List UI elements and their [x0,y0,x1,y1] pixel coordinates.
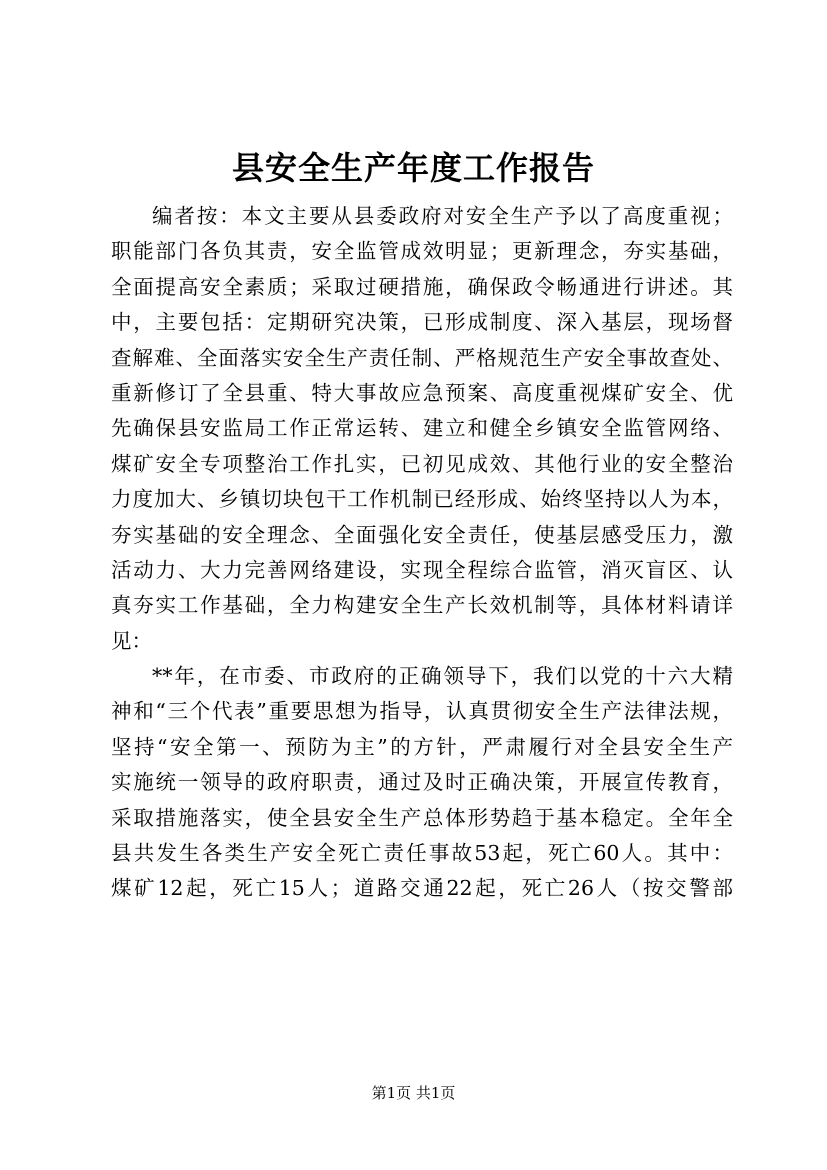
paragraph-line: 先确保县安监局工作正常运转、建立和健全乡镇安全监管网络、 [111,416,733,441]
paragraph-line: 夯实基础的安全理念、全面强化安全责任，使基层感受压力，激 [111,522,733,547]
paragraph-line: **年，在市委、市政府的正确领导下，我们以党的十六大精 [152,664,733,689]
paragraph-line: 煤矿12起，死亡15人；道路交通22起，死亡26人（按交警部 [111,876,733,901]
paragraph-line: 力度加大、乡镇切块包干工作机制已经形成、始终坚持以人为本， [111,487,733,512]
paragraph-line: 重新修订了全县重、特大事故应急预案、高度重视煤矿安全、优 [111,380,733,405]
paragraph-line: 县共发生各类生产安全死亡责任事故53起，死亡60人。其中： [111,841,733,866]
page-number-footer: 第1页 共1页 [371,1084,456,1102]
paragraph-line: 神和“三个代表”重要思想为指导，认真贯彻安全生产法律法规， [111,699,733,724]
paragraph-line: 查解难、全面落实安全生产责任制、严格规范生产安全事故查处、 [111,345,733,370]
paragraph-line: 真夯实工作基础，全力构建安全生产长效机制等，具体材料请详 [111,593,733,618]
report-paragraph [111,659,733,907]
document-title: 县安全生产年度工作报告 [231,149,595,187]
paragraph-line: 坚持“安全第一、预防为主”的方针，严肃履行对全县安全生产 [111,734,733,759]
paragraph-line: 实施统一领导的政府职责，通过及时正确决策，开展宣传教育， [111,770,733,795]
paragraph-line: 中，主要包括：定期研究决策，已形成制度、深入基层，现场督 [111,310,733,335]
paragraph-line: 全面提高安全素质；采取过硬措施，确保政令畅通进行讲述。其 [111,274,733,299]
paragraph-line: 职能部门各负其责，安全监管成效明显；更新理念，夯实基础， [111,239,733,264]
paragraph-line: 见： [111,628,152,653]
paragraph-line: 煤矿安全专项整治工作扎实，已初见成效、其他行业的安全整治 [111,451,733,476]
paragraph-line: 编者按：本文主要从县委政府对安全生产予以了高度重视； [152,204,733,228]
document-body [111,199,733,907]
paragraph-line: 采取措施落实，使全县安全生产总体形势趋于基本稳定。全年全 [111,805,733,830]
editor-note-paragraph [111,199,733,659]
paragraph-line: 活动力、大力完善网络建设，实现全程综合监管，消灭盲区、认 [111,557,733,582]
